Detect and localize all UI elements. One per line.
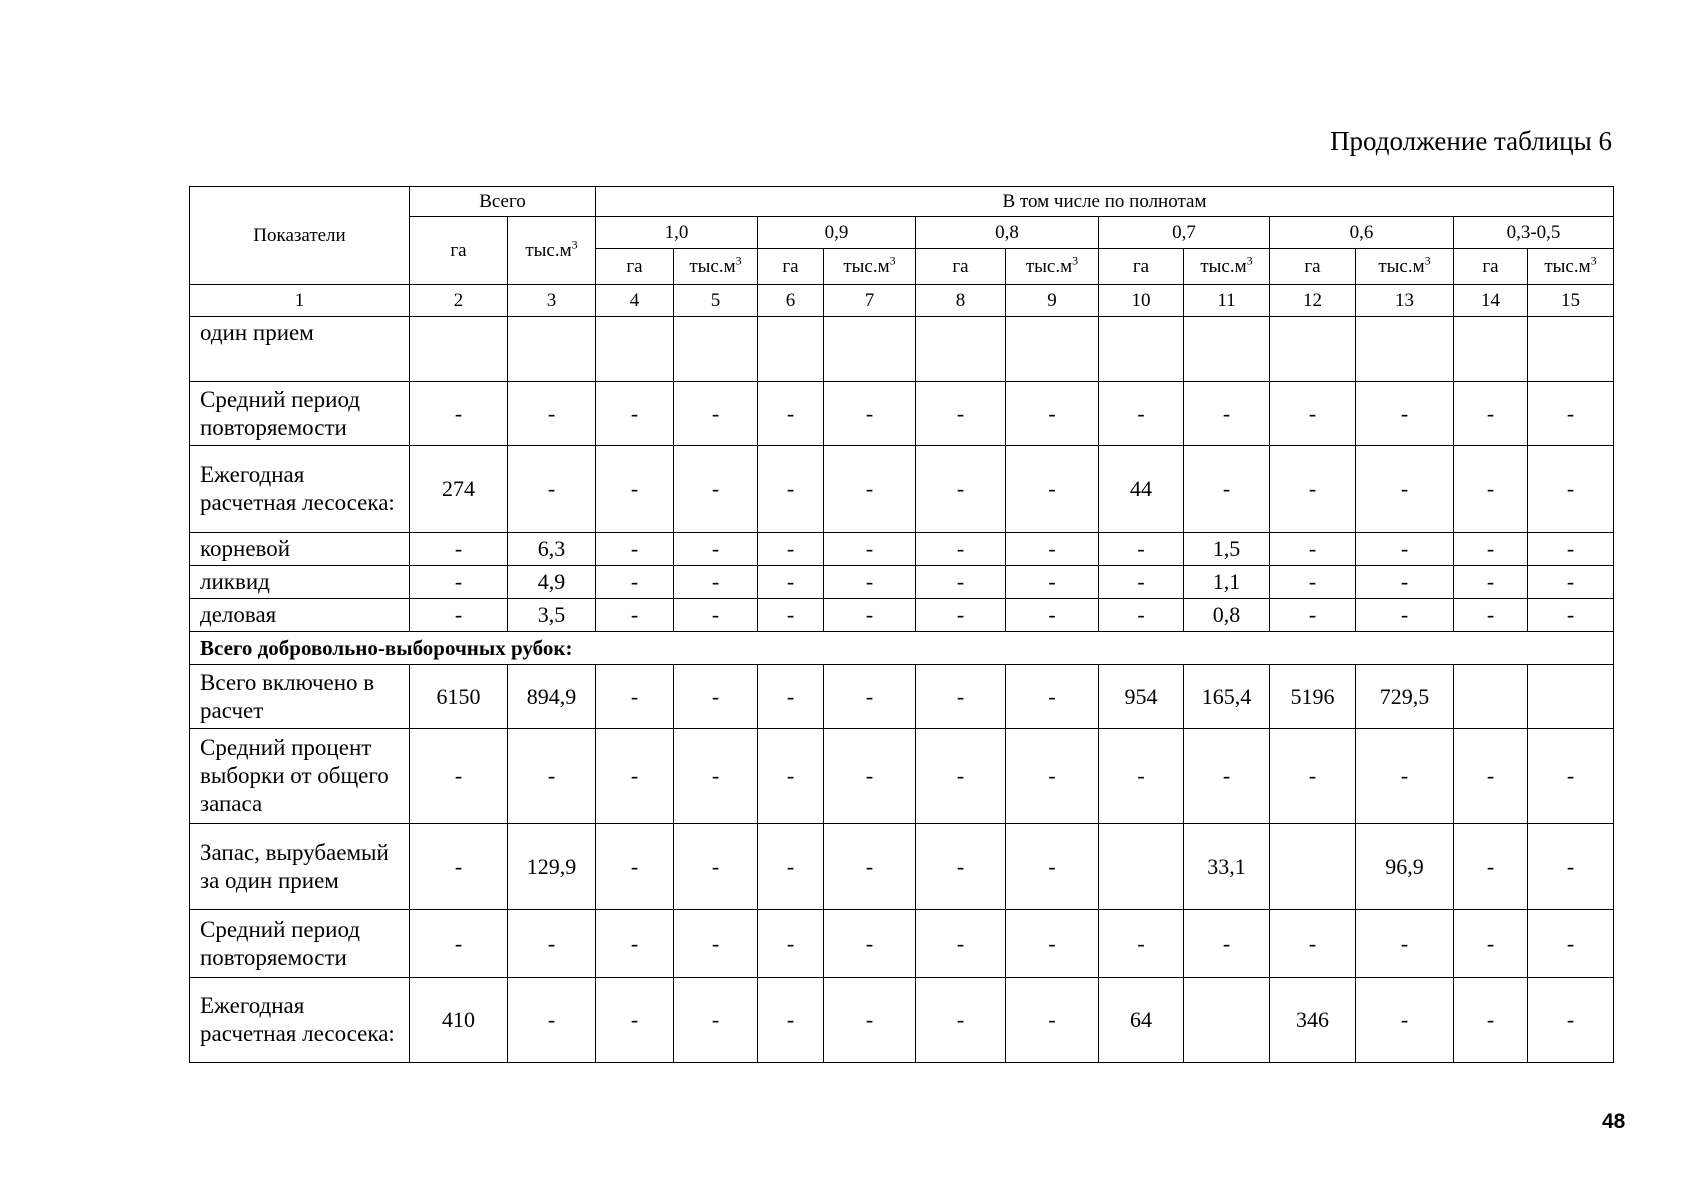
value-cell: - — [916, 910, 1006, 978]
value-cell — [1099, 824, 1184, 910]
column-number: 6 — [758, 285, 824, 317]
value-cell — [1454, 665, 1528, 729]
value-cell: - — [674, 382, 758, 446]
value-cell — [916, 317, 1006, 382]
value-cell: - — [508, 910, 596, 978]
header-density: 0,3-0,5 — [1454, 217, 1614, 249]
value-cell: - — [1356, 566, 1454, 599]
value-cell: - — [758, 824, 824, 910]
value-cell: - — [824, 533, 916, 566]
value-cell: - — [1006, 533, 1099, 566]
value-cell — [508, 317, 596, 382]
value-cell: - — [758, 566, 824, 599]
column-number: 5 — [674, 285, 758, 317]
value-cell: - — [824, 599, 916, 632]
header-unit-volume — [824, 249, 916, 285]
value-cell — [824, 317, 916, 382]
value-cell: - — [1454, 446, 1528, 533]
value-cell: - — [1270, 533, 1356, 566]
value-cell: - — [596, 446, 674, 533]
row-label: Всего включено в расчет — [190, 665, 410, 729]
value-cell: - — [674, 446, 758, 533]
value-cell: - — [596, 599, 674, 632]
value-cell: - — [1356, 729, 1454, 824]
table-row — [190, 566, 1614, 599]
value-cell: - — [508, 382, 596, 446]
row-label: Ежегодная расчетная лесосека: — [190, 978, 410, 1063]
value-cell: 4,9 — [508, 566, 596, 599]
column-number: 13 — [1356, 285, 1454, 317]
value-cell: - — [916, 566, 1006, 599]
value-cell: - — [916, 729, 1006, 824]
table-row — [190, 599, 1614, 632]
value-cell: - — [1006, 599, 1099, 632]
column-number: 4 — [596, 285, 674, 317]
value-cell — [1184, 317, 1270, 382]
value-cell: 1,1 — [1184, 566, 1270, 599]
unit-volume-superscript: 3 — [735, 253, 742, 268]
value-cell: - — [596, 978, 674, 1063]
table-row — [190, 910, 1614, 978]
value-cell: - — [1528, 824, 1614, 910]
header-density: 0,9 — [758, 217, 916, 249]
value-cell: 0,8 — [1184, 599, 1270, 632]
value-cell: - — [508, 446, 596, 533]
value-cell: - — [596, 533, 674, 566]
value-cell — [1006, 317, 1099, 382]
value-cell: - — [674, 824, 758, 910]
header-density: 1,0 — [596, 217, 758, 249]
column-number: 10 — [1099, 285, 1184, 317]
value-cell: 96,9 — [1356, 824, 1454, 910]
row-label: Запас, вырубаемый за один прием — [190, 824, 410, 910]
value-cell: - — [1454, 382, 1528, 446]
row-label: Ежегодная расчетная лесосека: — [190, 446, 410, 533]
column-number: 15 — [1528, 285, 1614, 317]
header-unit-ha: га — [758, 249, 824, 285]
unit-volume-text: тыс.м — [525, 239, 572, 261]
table-row — [190, 382, 1614, 446]
value-cell — [1528, 665, 1614, 729]
value-cell: 274 — [410, 446, 508, 533]
value-cell: - — [1454, 824, 1528, 910]
value-cell: - — [1454, 566, 1528, 599]
value-cell: 64 — [1099, 978, 1184, 1063]
value-cell: - — [1356, 382, 1454, 446]
table-caption: Продолжение таблицы 6 — [1330, 126, 1612, 156]
value-cell: - — [1184, 446, 1270, 533]
value-cell: - — [916, 665, 1006, 729]
value-cell: - — [1006, 978, 1099, 1063]
table-row — [190, 824, 1614, 910]
table-row — [190, 978, 1614, 1063]
value-cell: - — [1528, 533, 1614, 566]
value-cell: 6150 — [410, 665, 508, 729]
header-unit-ha: га — [1099, 249, 1184, 285]
value-cell: - — [1528, 729, 1614, 824]
value-cell: - — [1356, 978, 1454, 1063]
unit-volume-text: тыс.м — [1378, 255, 1425, 277]
table-row — [190, 665, 1614, 729]
value-cell: - — [1356, 910, 1454, 978]
section-row — [190, 632, 1614, 665]
value-cell: - — [410, 824, 508, 910]
row-label: Средний период повторяемости — [190, 382, 410, 446]
value-cell: 44 — [1099, 446, 1184, 533]
column-number: 1 — [190, 285, 410, 317]
value-cell: - — [1528, 978, 1614, 1063]
value-cell: - — [758, 910, 824, 978]
column-number: 7 — [824, 285, 916, 317]
value-cell: - — [596, 665, 674, 729]
value-cell: - — [824, 824, 916, 910]
column-number: 2 — [410, 285, 508, 317]
value-cell: - — [410, 910, 508, 978]
value-cell: - — [1006, 824, 1099, 910]
value-cell: - — [1006, 446, 1099, 533]
row-label: Средний процент выборки от общего запаса — [190, 729, 410, 824]
value-cell: - — [1528, 382, 1614, 446]
value-cell: - — [1528, 446, 1614, 533]
unit-volume-superscript: 3 — [1590, 253, 1597, 268]
value-cell: - — [1099, 566, 1184, 599]
forest-stock-table — [189, 186, 1614, 1063]
value-cell: - — [674, 533, 758, 566]
value-cell: - — [1270, 599, 1356, 632]
value-cell: - — [758, 665, 824, 729]
value-cell: - — [674, 665, 758, 729]
value-cell — [1099, 317, 1184, 382]
value-cell: - — [1099, 729, 1184, 824]
header-density: 0,7 — [1099, 217, 1270, 249]
header-unit-volume — [1528, 249, 1614, 285]
value-cell: - — [596, 910, 674, 978]
value-cell: - — [596, 729, 674, 824]
value-cell: - — [824, 446, 916, 533]
unit-volume-superscript: 3 — [889, 253, 896, 268]
column-number: 11 — [1184, 285, 1270, 317]
value-cell: - — [1006, 566, 1099, 599]
unit-volume-text: тыс.м — [1200, 255, 1247, 277]
value-cell: - — [916, 824, 1006, 910]
row-label: ликвид — [190, 566, 410, 599]
value-cell: - — [1356, 599, 1454, 632]
row-label: корневой — [190, 533, 410, 566]
column-number-row — [190, 285, 1614, 317]
value-cell: - — [1528, 910, 1614, 978]
value-cell: - — [410, 533, 508, 566]
value-cell: - — [410, 729, 508, 824]
value-cell: - — [1006, 665, 1099, 729]
header-unit-volume — [674, 249, 758, 285]
value-cell: - — [674, 599, 758, 632]
value-cell: - — [1270, 382, 1356, 446]
header-unit-volume — [1356, 249, 1454, 285]
value-cell: - — [758, 533, 824, 566]
value-cell: - — [1099, 910, 1184, 978]
value-cell: - — [1454, 729, 1528, 824]
value-cell: - — [1184, 382, 1270, 446]
value-cell: - — [1356, 446, 1454, 533]
value-cell: - — [758, 446, 824, 533]
value-cell: - — [1454, 910, 1528, 978]
value-cell: 729,5 — [1356, 665, 1454, 729]
value-cell: - — [1006, 729, 1099, 824]
value-cell: - — [1099, 382, 1184, 446]
value-cell: - — [1454, 599, 1528, 632]
header-total-ha: га — [410, 217, 508, 285]
value-cell: - — [1270, 446, 1356, 533]
value-cell: - — [1184, 910, 1270, 978]
value-cell: - — [1356, 533, 1454, 566]
value-cell: - — [1270, 910, 1356, 978]
header-unit-volume — [1006, 249, 1099, 285]
value-cell: - — [508, 729, 596, 824]
value-cell: - — [824, 729, 916, 824]
value-cell: - — [758, 382, 824, 446]
value-cell: - — [1528, 599, 1614, 632]
value-cell: - — [758, 978, 824, 1063]
value-cell: - — [674, 566, 758, 599]
header-unit-ha: га — [916, 249, 1006, 285]
value-cell: - — [508, 978, 596, 1063]
value-cell: - — [1099, 599, 1184, 632]
value-cell: 165,4 — [1184, 665, 1270, 729]
value-cell — [674, 317, 758, 382]
table-row — [190, 446, 1614, 533]
value-cell — [1356, 317, 1454, 382]
value-cell: - — [1184, 729, 1270, 824]
header-total: Всего — [410, 187, 596, 217]
value-cell: - — [916, 446, 1006, 533]
value-cell: 3,5 — [508, 599, 596, 632]
value-cell: - — [596, 824, 674, 910]
header-row — [190, 187, 1614, 217]
value-cell: - — [674, 729, 758, 824]
value-cell — [758, 317, 824, 382]
column-number: 9 — [1006, 285, 1099, 317]
unit-volume-superscript: 3 — [1246, 253, 1253, 268]
value-cell — [1184, 978, 1270, 1063]
value-cell: 410 — [410, 978, 508, 1063]
table-body — [190, 317, 1614, 1063]
value-cell — [1454, 317, 1528, 382]
value-cell: - — [758, 599, 824, 632]
value-cell: - — [916, 533, 1006, 566]
value-cell: 346 — [1270, 978, 1356, 1063]
value-cell: 33,1 — [1184, 824, 1270, 910]
table-row — [190, 533, 1614, 566]
value-cell: - — [824, 382, 916, 446]
value-cell: - — [824, 910, 916, 978]
value-cell: - — [1006, 910, 1099, 978]
unit-volume-text: тыс.м — [1025, 255, 1073, 277]
header-unit-ha: га — [1270, 249, 1356, 285]
value-cell: - — [824, 566, 916, 599]
value-cell — [1270, 824, 1356, 910]
value-cell — [1528, 317, 1614, 382]
column-number: 12 — [1270, 285, 1356, 317]
value-cell: - — [674, 978, 758, 1063]
row-label: деловая — [190, 599, 410, 632]
value-cell: - — [674, 910, 758, 978]
value-cell: - — [596, 566, 674, 599]
column-number: 14 — [1454, 285, 1528, 317]
value-cell: - — [916, 978, 1006, 1063]
row-label: один прием — [190, 317, 410, 382]
header-unit-ha: га — [1454, 249, 1528, 285]
value-cell: - — [824, 978, 916, 1063]
unit-volume-superscript: 3 — [1424, 253, 1431, 268]
header-unit-ha: га — [596, 249, 674, 285]
value-cell: - — [1528, 566, 1614, 599]
value-cell: 894,9 — [508, 665, 596, 729]
column-number: 3 — [508, 285, 596, 317]
value-cell — [1270, 317, 1356, 382]
table-row — [190, 317, 1614, 382]
value-cell — [410, 317, 508, 382]
header-by-density: В том числе по полнотам — [596, 187, 1614, 217]
unit-volume-superscript: 3 — [571, 237, 578, 252]
value-cell: 954 — [1099, 665, 1184, 729]
value-cell: 1,5 — [1184, 533, 1270, 566]
value-cell: - — [410, 566, 508, 599]
header-density: 0,6 — [1270, 217, 1454, 249]
value-cell: - — [1099, 533, 1184, 566]
value-cell: - — [1270, 566, 1356, 599]
value-cell: - — [1006, 382, 1099, 446]
header-indicators: Показатели — [190, 187, 410, 285]
header-total-volume — [508, 217, 596, 285]
row-label: Средний период повторяемости — [190, 910, 410, 978]
unit-volume-text: тыс.м — [843, 255, 890, 277]
value-cell: - — [824, 665, 916, 729]
unit-volume-superscript: 3 — [1072, 253, 1079, 268]
value-cell: 5196 — [1270, 665, 1356, 729]
value-cell: 6,3 — [508, 533, 596, 566]
table-row — [190, 729, 1614, 824]
column-number: 8 — [916, 285, 1006, 317]
value-cell: - — [758, 729, 824, 824]
value-cell: - — [916, 599, 1006, 632]
header-unit-volume — [1184, 249, 1270, 285]
page-number: 48 — [1602, 1110, 1626, 1133]
value-cell: - — [410, 382, 508, 446]
header-density: 0,8 — [916, 217, 1099, 249]
value-cell: - — [1454, 533, 1528, 566]
value-cell: - — [1270, 729, 1356, 824]
table-header — [190, 187, 1614, 317]
forest-table-container — [189, 186, 1613, 1063]
value-cell — [596, 317, 674, 382]
section-title: Всего добровольно-выборочных рубок: — [190, 632, 1614, 665]
unit-volume-text: тыс.м — [689, 255, 736, 277]
value-cell: - — [916, 382, 1006, 446]
value-cell: - — [1454, 978, 1528, 1063]
value-cell: - — [410, 599, 508, 632]
value-cell: 129,9 — [508, 824, 596, 910]
unit-volume-text: тыс.м — [1544, 255, 1591, 277]
value-cell: - — [596, 382, 674, 446]
